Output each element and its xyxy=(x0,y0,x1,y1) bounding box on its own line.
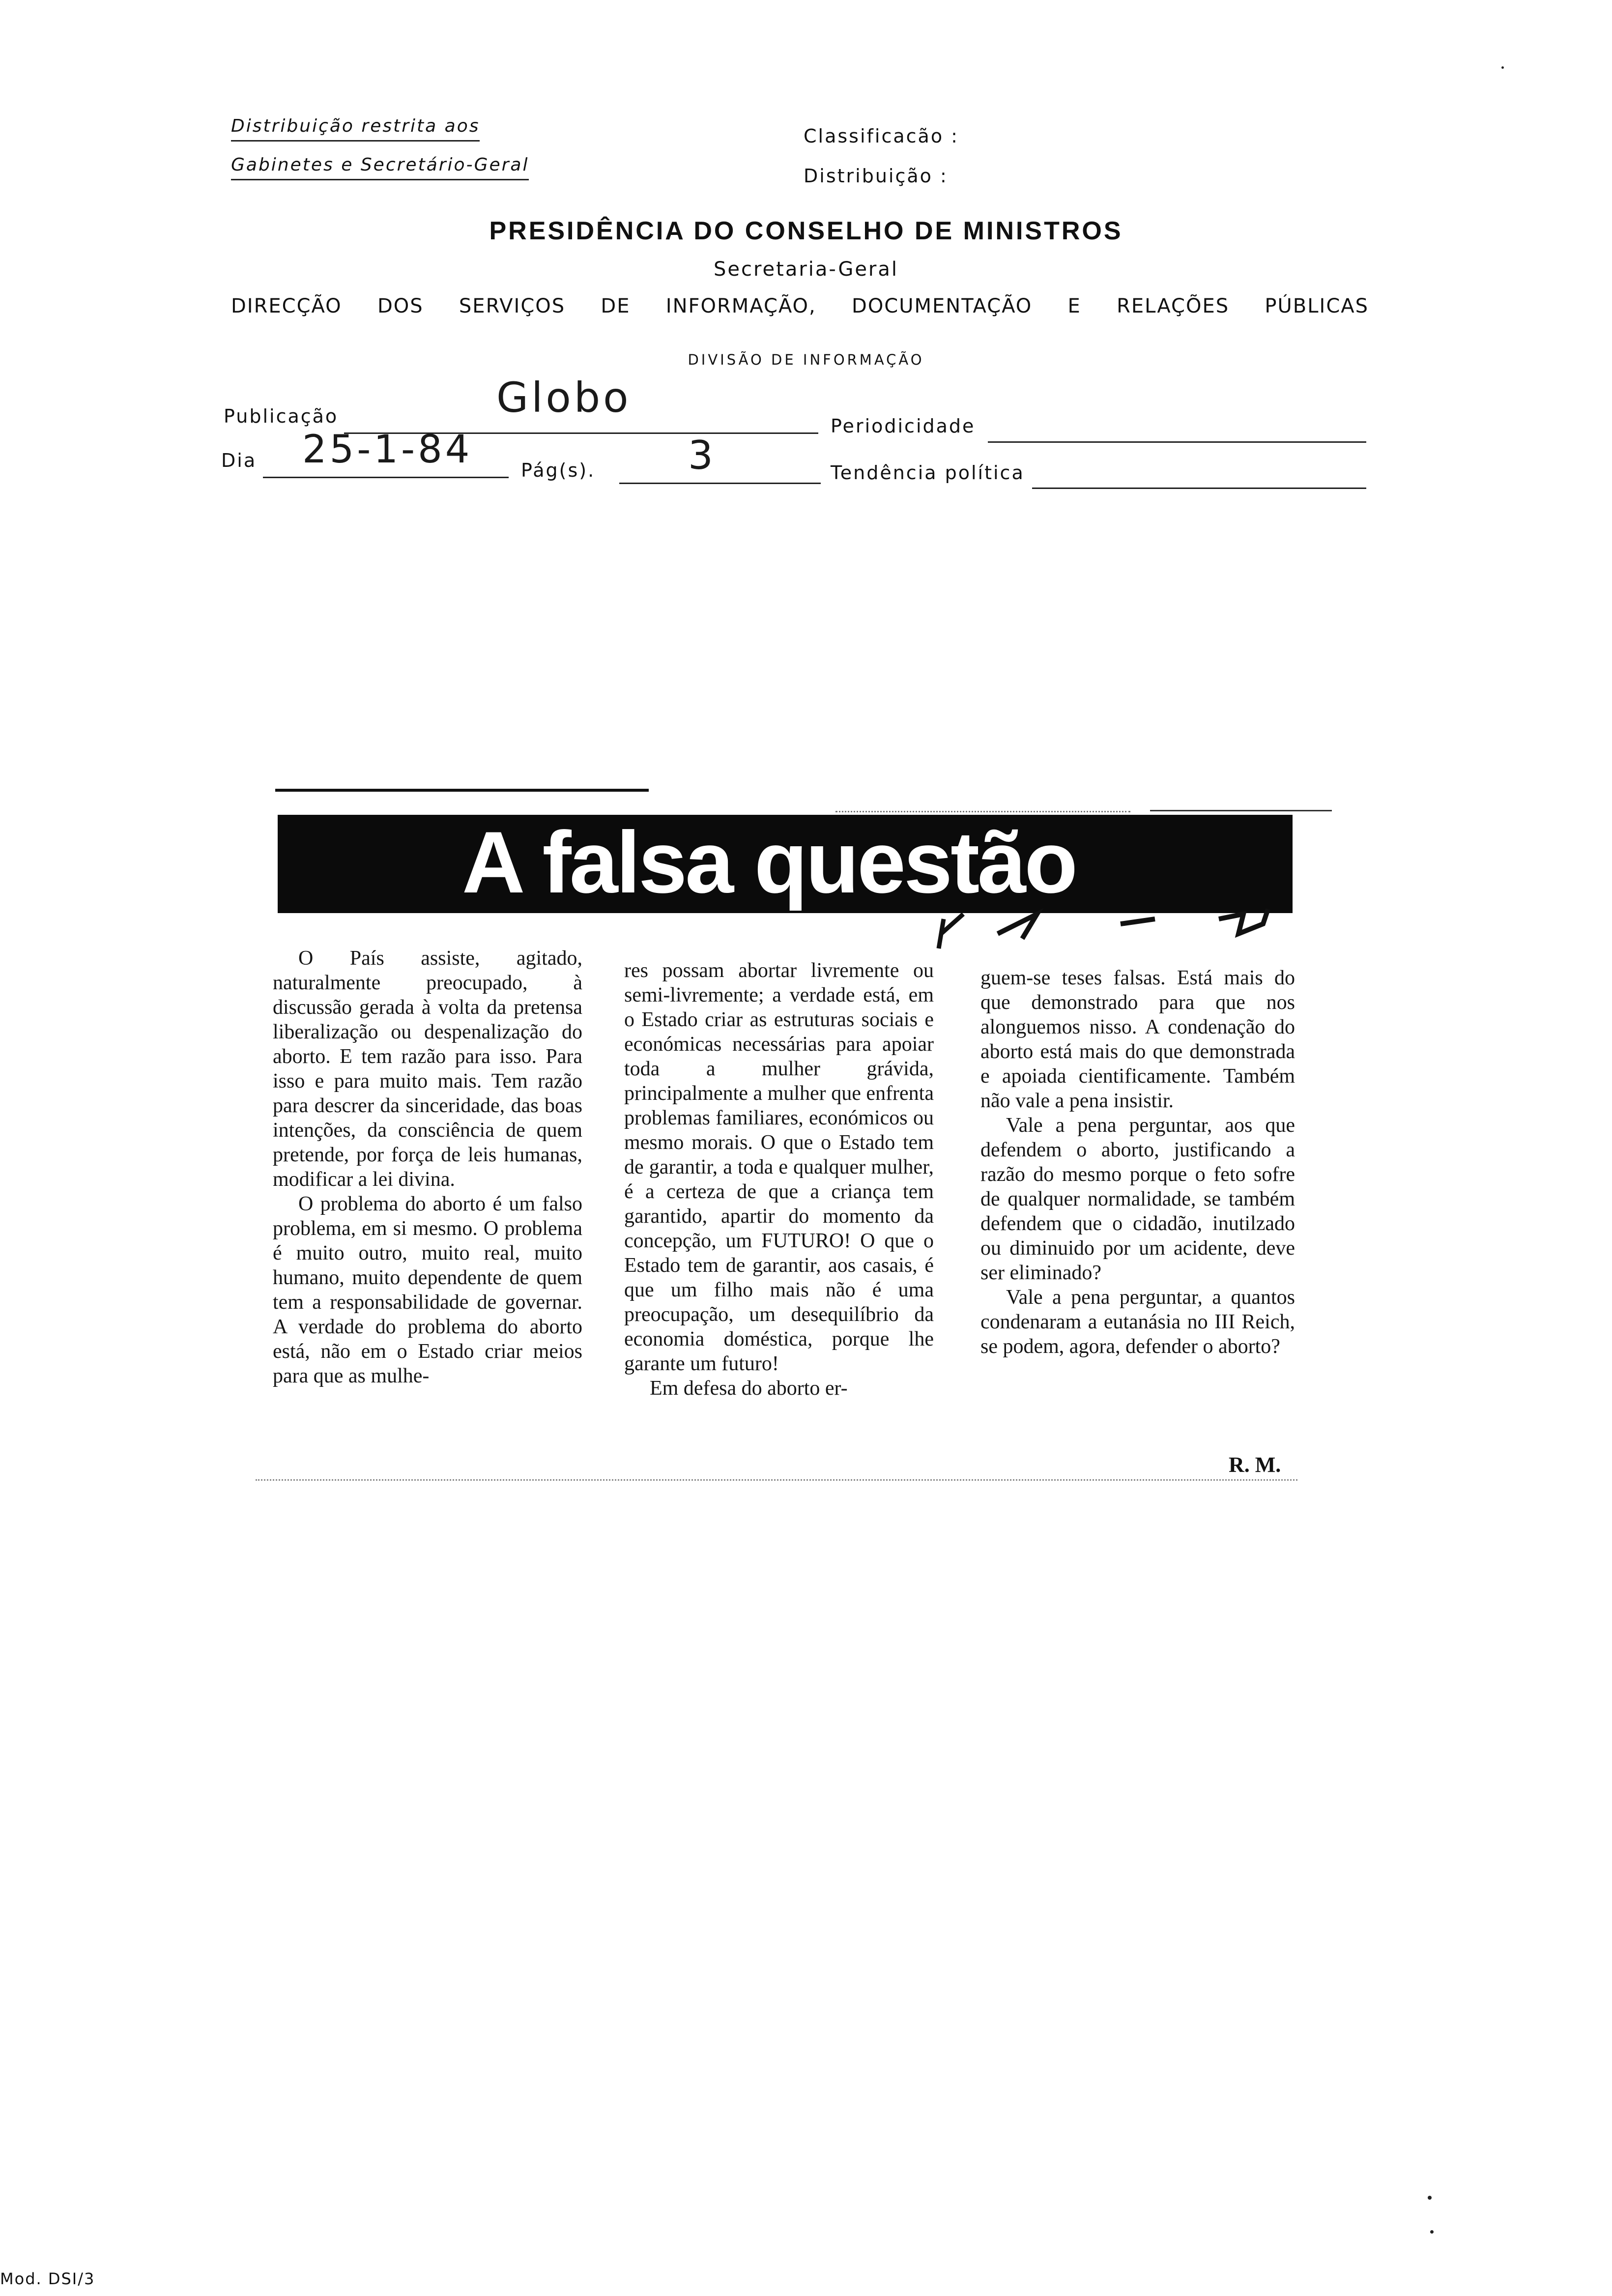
form-code: Mod. DSI/3 xyxy=(0,2269,95,2288)
clipping-top-rule-right xyxy=(1150,810,1332,811)
tendencia-label: Tendência política xyxy=(831,462,1025,484)
pags-label: Pág(s). xyxy=(521,459,596,481)
pags-value: 3 xyxy=(688,432,716,478)
restricted-distribution-line1: Distribuição restrita aos xyxy=(231,116,480,142)
paragraph: Vale a pena perguntar, aos que defendem o aborto, justificando a razão do mesmo porque o feto sofre de qualquer normalidade, se também defendem que o cidadão, inutilzado ou diminuido por um acidente, deve ser eliminado? xyxy=(980,1114,1295,1284)
paragraph: res possam abortar livremente ou semi-livremente; a verdade está, em o Estado criar as estruturas sociais e económicas necessárias para apoiar toda a mulher grávida, principalmente a mulher que enfrenta problemas familiares, económicos ou mesmo morais. O que o Estado tem de garantir, a toda e qualquer mulher, é a certeza de que a criança tem garantido, apartir do momento da concepção, um FUTURO! O que o Estado tem de garantir, aos casais, é que um filho mais não é uma preocupação, um desequilíbrio da economia doméstica, porque lhe garante um futuro! xyxy=(624,959,934,1375)
clipping-top-rule xyxy=(275,789,649,792)
publicacao-value: Globo xyxy=(496,373,632,422)
scan-speck xyxy=(1430,2230,1434,2234)
article-headline: A falsa questão xyxy=(462,813,1076,911)
distribuicao-label: Distribuição : xyxy=(804,165,948,187)
scan-speck xyxy=(1501,66,1504,69)
publicacao-label: Publicação xyxy=(224,405,339,427)
restricted-distribution-line2: Gabinetes e Secretário-Geral xyxy=(231,155,529,180)
dia-line xyxy=(263,477,509,478)
article-signature: R. M. xyxy=(1229,1453,1281,1477)
paragraph: guem-se teses falsas. Está mais do que demonstrado para que nos alonguemos nisso. A condenação do aborto está mais do que demonstrada e apoiada cientificamente. Também não vale a pena insistir. xyxy=(980,967,1295,1112)
page-subtitle: Secretaria-Geral xyxy=(713,258,898,281)
paragraph: Vale a pena perguntar, a quantos condenaram a eutanásia no III Reich, se podem, agora, defender o aborto? xyxy=(980,1286,1295,1358)
paragraph: O País assiste, agitado, naturalmente preocupado, à discussão gerada à volta da pretensa liberalização ou despenalização do aborto. E tem razão para isso. Para isso e para muito mais. Tem razão para descrer da sinceridade, das boas intenções, da consciência de quem pretende, por força de leis humanas, modificar a lei divina. xyxy=(273,947,582,1191)
dia-value: 25-1-84 xyxy=(302,428,473,472)
periodicidade-line xyxy=(988,441,1366,443)
article-column-2 xyxy=(624,958,934,1401)
clipping-bottom-edge xyxy=(256,1479,1297,1481)
article-column-1 xyxy=(273,946,582,1388)
paragraph: Em defesa do aborto er- xyxy=(650,1377,848,1400)
division-name: DIVISÃO DE INFORMAÇÃO xyxy=(688,351,924,368)
article-column-3 xyxy=(980,966,1295,1359)
pags-line xyxy=(619,483,821,484)
classificacao-label: Classificacão : xyxy=(804,125,959,147)
periodicidade-label: Periodicidade xyxy=(831,415,976,437)
department-name: DIRECÇÃO DOS SERVIÇOS DE INFORMAÇÃO, DOCUMENTAÇÃO E RELAÇÕES PÚBLICAS xyxy=(231,295,1369,317)
scan-speck xyxy=(1428,2196,1432,2200)
tendencia-line xyxy=(1032,488,1366,489)
paragraph: O problema do aborto é um falso problema, em si mesmo. O problema é muito outro, muito real, muito humano, muito dependente de quem tem a responsabilidade de governar. A verdade do problema do aborto está, não em o Estado criar meios para que as mulhe- xyxy=(273,1193,582,1387)
dia-label: Dia xyxy=(221,450,257,471)
page-title: PRESIDÊNCIA DO CONSELHO DE MINISTROS xyxy=(489,217,1123,245)
